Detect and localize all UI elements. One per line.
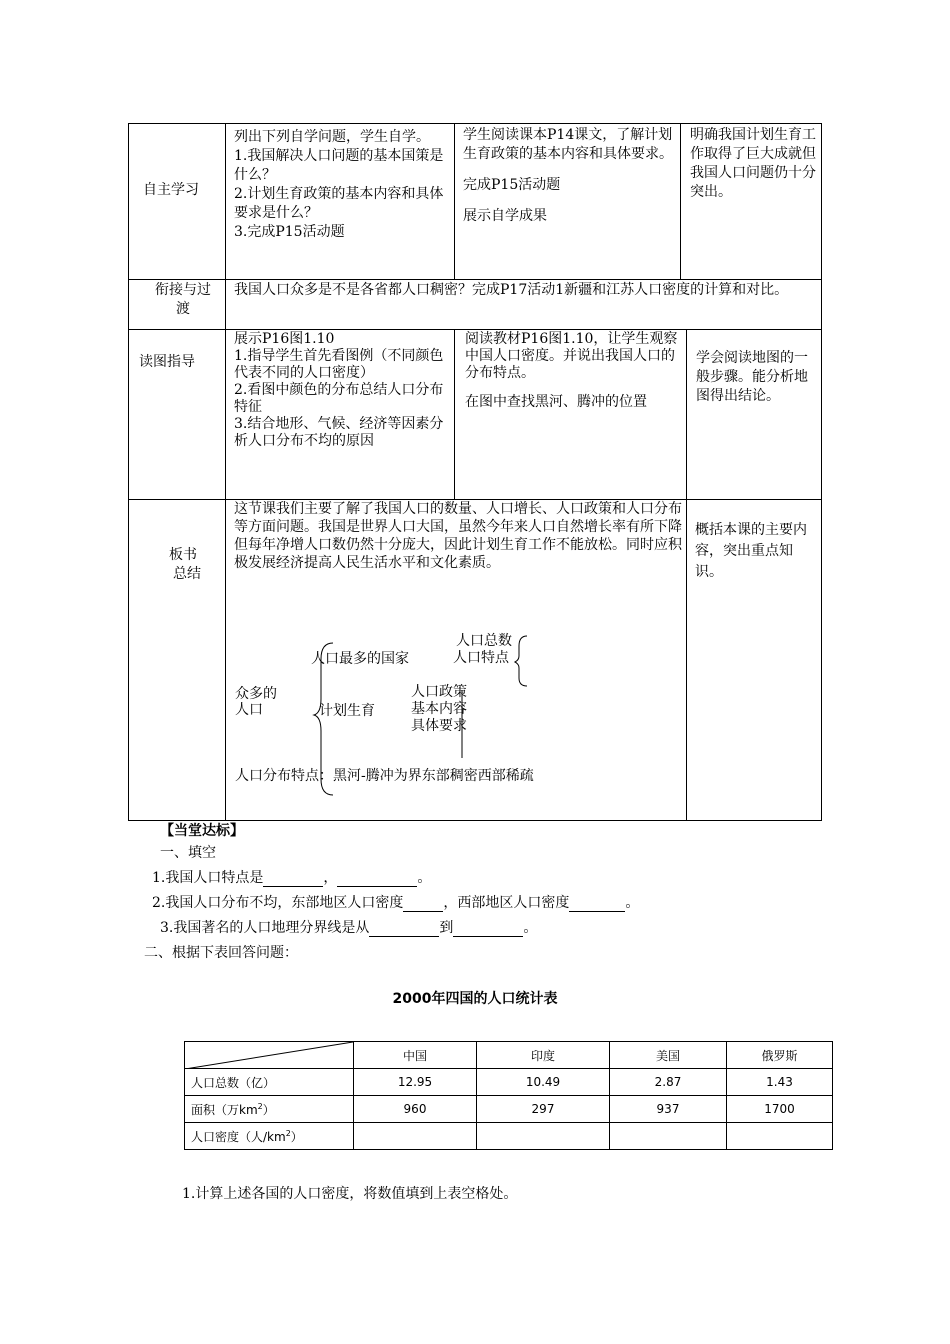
q2-mid: ，西部地区人口密度 [443, 895, 570, 911]
diagonal-corner-cell [185, 1042, 354, 1069]
text-line: 板书 [169, 547, 197, 563]
question-2 [152, 892, 639, 912]
q3-end: 。 [523, 920, 538, 936]
text-line: 完成P15活动题 [463, 177, 561, 193]
text-line: 人口总数 [456, 633, 512, 649]
row4-goal-cell: 概括本课的主要内容，突出重点知识。 [695, 522, 807, 580]
table-row [185, 1096, 833, 1123]
q1-blank-2[interactable] [337, 872, 417, 887]
diagram-branch-distribution: 人口分布特点：黑河-腾冲为界东部稠密西部稀疏 [235, 768, 534, 784]
q3-mid: 到 [439, 920, 454, 936]
text-line: 人口政策 [411, 684, 467, 700]
row3-teacher-cell [234, 331, 449, 450]
text-line: 2.看图中颜色的分布总结人口分布特征 [234, 382, 444, 415]
row4-summary-text: 这节课我们主要了解了我国人口的数量、人口增长、人口政策和人口分布等方面问题。我国是世界人口大国，虽然今年来人口自然增长率有所下降但每年净增人口数仍然十分庞大，因此计划生育工作不能放松。同时应积极发展经济提高人民生活水平和文化素质。 [234, 501, 682, 571]
text-line: 具体要求 [411, 718, 467, 734]
col-divider [454, 124, 455, 279]
text-line: 人口 [235, 702, 263, 718]
q1-mid: ， [323, 870, 338, 886]
row1-student-cell [463, 126, 675, 226]
row-label-population: 人口总数（亿） [185, 1069, 354, 1096]
header-russia: 俄罗斯 [727, 1042, 833, 1069]
text-line: 众多的 [235, 686, 277, 702]
text-line: 基本内容 [411, 701, 467, 717]
header-china: 中国 [354, 1042, 477, 1069]
calc-question: 1.计算上述各国的人口密度，将数值填到上表空格处。 [182, 1186, 518, 1202]
part1-title: 一、填空 [160, 845, 216, 861]
area-label-sup: 2 [257, 1101, 263, 1111]
row1-teacher-cell [234, 128, 449, 242]
density-label-text: 人口密度（人/km [191, 1129, 286, 1144]
text-line: 2.计划生育政策的基本内容和具体要求是什么？ [234, 186, 444, 221]
col-divider [680, 124, 681, 279]
col-divider [225, 124, 226, 820]
diagram-branch1-subs [453, 633, 512, 667]
cell-area-usa: 937 [610, 1096, 727, 1123]
part2-title: 二、根据下表回答问题： [144, 945, 298, 961]
q3-text: 3.我国著名的人口地理分界线是从 [160, 920, 370, 936]
cell-density-india[interactable] [477, 1123, 610, 1150]
text-line: 1.指导学生首先看图例（不同颜色代表不同的人口密度） [234, 348, 444, 381]
cell-density-russia[interactable] [727, 1123, 833, 1150]
cell-population-usa: 2.87 [610, 1069, 727, 1096]
text-line: 3.结合地形、气候、经济等因素分析人口分布不均的原因 [234, 416, 444, 449]
row-label-density [185, 1123, 354, 1150]
row1-goal-cell: 明确我国计划生育工作取得了巨大成就但我国人口问题仍十分突出。 [690, 127, 816, 200]
cell-area-india: 297 [477, 1096, 610, 1123]
section-heading: 【当堂达标】 [160, 823, 244, 839]
table-row [185, 1069, 833, 1096]
text-line: 展示P16图1.10 [234, 331, 335, 347]
area-label-close: ） [262, 1102, 275, 1117]
cell-population-russia: 1.43 [727, 1069, 833, 1096]
row-label-map-guide: 读图指导 [139, 354, 195, 370]
col-divider [454, 329, 455, 499]
text-line: 在图中查找黑河、腾冲的位置 [465, 394, 647, 410]
table-header-row [185, 1042, 833, 1069]
row-label-self-study: 自主学习 [143, 182, 199, 198]
area-label-text: 面积（万km [191, 1102, 258, 1117]
col-divider [686, 499, 687, 820]
header-india: 印度 [477, 1042, 610, 1069]
q1-end: 。 [417, 870, 432, 886]
cell-area-russia: 1700 [727, 1096, 833, 1123]
text-line: 1.我国解决人口问题的基本国策是什么？ [234, 148, 444, 183]
q2-blank-1[interactable] [403, 897, 443, 912]
row2-content-cell: 我国人口众多是不是各省都人口稠密？完成P17活动1新疆和江苏人口密度的计算和对比。 [234, 282, 789, 298]
text-line: 学生阅读课本P14课文，了解计划生育政策的基本内容和具体要求。 [463, 127, 673, 162]
diagonal-line [185, 1042, 353, 1069]
diagram-branch-most-populous: 人口最多的国家 [311, 651, 409, 667]
row3-student-cell [465, 331, 681, 411]
density-label-close: ） [290, 1129, 303, 1144]
row-label-transition: 衔接与过渡 [155, 282, 211, 317]
population-stats-table [184, 1041, 833, 1150]
cell-density-usa[interactable] [610, 1123, 727, 1150]
row-label-summary [169, 546, 209, 584]
diagram-branch-family-planning: 计划生育 [319, 703, 375, 719]
q3-blank-1[interactable] [369, 922, 439, 937]
table-title: 2000年四国的人口统计表 [392, 991, 558, 1007]
text-line: 展示自学成果 [463, 208, 547, 224]
brace-small [513, 632, 537, 688]
diagram-root [235, 685, 277, 720]
lesson-table [128, 123, 822, 821]
q2-text: 2.我国人口分布不均，东部地区人口密度 [152, 895, 404, 911]
diagram-branch2-subs [411, 684, 467, 735]
q2-end: 。 [625, 895, 640, 911]
text-line: 3.完成P15活动题 [234, 224, 345, 240]
col-divider [686, 329, 687, 499]
row-divider [129, 329, 821, 330]
cell-population-india: 10.49 [477, 1069, 610, 1096]
text-line: 总结 [173, 566, 201, 582]
row-divider [129, 279, 821, 280]
question-1 [152, 867, 431, 887]
text-line: 列出下列自学问题，学生自学。 [234, 129, 430, 145]
row3-goal-cell: 学会阅读地图的一般步骤。能分析地图得出结论。 [696, 350, 808, 404]
cell-density-china[interactable] [354, 1123, 477, 1150]
q3-blank-2[interactable] [453, 922, 523, 937]
question-3 [160, 917, 537, 937]
row-label-area [185, 1096, 354, 1123]
cell-population-china: 12.95 [354, 1069, 477, 1096]
q2-blank-2[interactable] [569, 897, 625, 912]
q1-blank-1[interactable] [263, 872, 323, 887]
header-usa: 美国 [610, 1042, 727, 1069]
density-label-sup: 2 [285, 1128, 291, 1138]
q1-text: 1.我国人口特点是 [152, 870, 264, 886]
table-row [185, 1123, 833, 1150]
text-line: 人口特点 [453, 650, 509, 666]
cell-area-china: 960 [354, 1096, 477, 1123]
text-line: 阅读教材P16图1.10，让学生观察中国人口密度。并说出我国人口的分布特点。 [465, 331, 678, 381]
